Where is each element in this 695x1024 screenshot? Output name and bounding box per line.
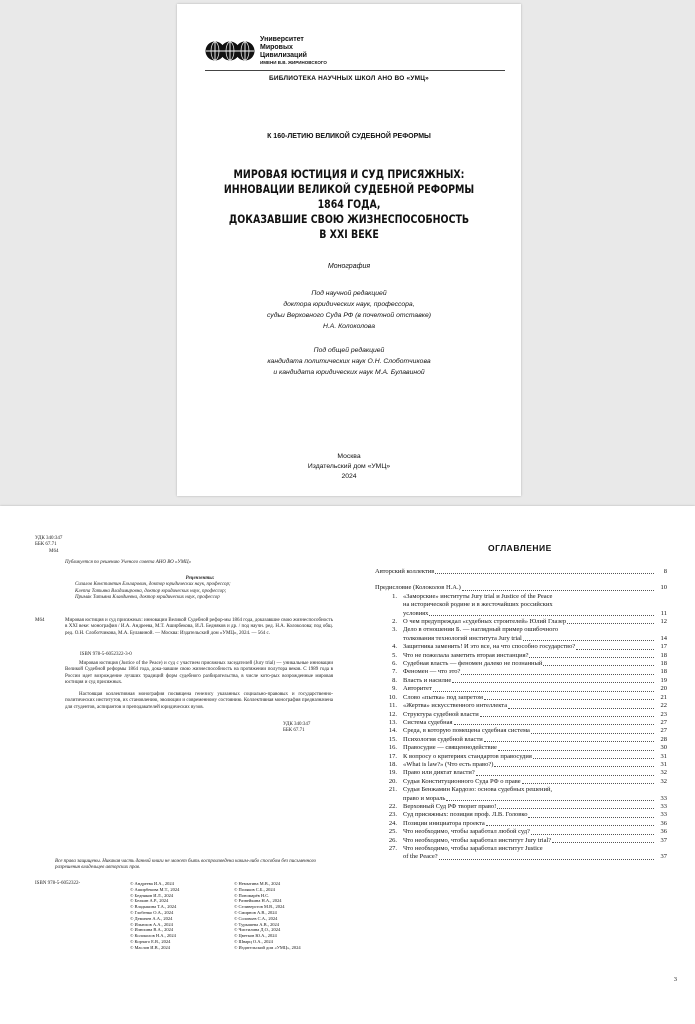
toc-page-number: 27 (660, 727, 667, 735)
leader-dots (528, 811, 654, 817)
toc-item-title[interactable]: Судьи Бенжамин Кардозо: основа судебных решений, (403, 786, 553, 794)
toc-item-title[interactable]: Право или диктат власти? (403, 769, 475, 777)
logo-line: Цивилизаций (260, 52, 307, 59)
general-editors (177, 345, 521, 378)
toc-item-number: 22. (388, 802, 397, 810)
toc-item-number: 7. (392, 668, 397, 676)
toc-item-title[interactable]: Что необходимо, чтобы заработал институт Jury trial? (403, 836, 552, 844)
toc-item-title[interactable]: Что необходимо, чтобы заработал институт Justice (403, 845, 543, 852)
leader-dots (435, 568, 654, 574)
toc-line (375, 727, 667, 735)
scientific-editor (177, 288, 521, 332)
toc-page-number: 10 (660, 584, 667, 592)
udk-block-2 (283, 722, 310, 735)
toc-item-number: 2. (392, 618, 397, 626)
leader-dots (446, 795, 654, 801)
toc-line (375, 694, 667, 702)
toc-item-number: 24. (388, 819, 397, 827)
toc-item-title[interactable]: Правосудие — священнодействие (403, 744, 497, 752)
toc-page-number: 18 (660, 668, 667, 676)
copyright-entry: © Чистилина Д.О., 2024 (234, 927, 281, 933)
bbk: ББК 67.71 (35, 542, 57, 548)
copyright-entry: © Поляков С.Б., 2024 (234, 886, 275, 892)
toc-item-number: 19. (388, 769, 397, 777)
leader-dots (452, 677, 654, 683)
book-spread (0, 506, 695, 1024)
year: 2024 (341, 473, 357, 480)
toc-line (375, 601, 667, 609)
toc-line (375, 828, 667, 836)
toc-page-number: 8 (663, 568, 667, 575)
copyright-entry: © Смирнов А.В., 2024 (234, 909, 277, 915)
udk: УДК 340:347 (35, 536, 63, 541)
toc-line (375, 593, 667, 601)
toc-item-number: 10. (388, 693, 397, 701)
copyright-entry: © Корчаго Е.В., 2024 (130, 938, 171, 944)
toc-item-number: 4. (392, 643, 397, 651)
editor-line: Под общей редакцией (313, 347, 385, 354)
divider (205, 70, 505, 71)
isbn-short: ISBN 978-5-6052322- (35, 881, 81, 886)
toc-item-number: 6. (392, 660, 397, 668)
toc-item-title[interactable]: «Жертва» искусственного интеллекта (403, 702, 508, 710)
abstract: Мировая юстиция (Justice of the Peace) и суд с участием присяжных заседателей (Jury trial) — уникальные инновации Великой Судебной реформы 1864 года, дока-завшие свою жизнеспособность на протяжении полутора веков. С 1989 года в России идет возрождение лучших традиций форм судебного разбирательства, в числе кото-рых возрожденные мировая юстиция и суд присяжных. (65, 661, 333, 685)
abstract: Настоящая коллективная монография посвящена генезису указанных социально-правовых и государственно-политических институтов, их становлению, эволюции и современному состоянию. Коллективная монография предназначена для студентов, аспирантов и преподавателей юридических вузов. (65, 692, 333, 710)
city: Москва (337, 453, 361, 460)
leader-dots (486, 820, 654, 826)
toc-page-number: 11 (660, 609, 667, 617)
toc-item-number: 27. (388, 845, 397, 852)
toc-item-number: 16. (388, 744, 397, 752)
title-line: В XXI ВЕКЕ (319, 227, 379, 241)
leader-dots (508, 702, 654, 708)
copyright-entry: © Демичев А.А., 2024 (130, 915, 173, 921)
page-number: 3 (673, 976, 677, 983)
copyright-entry: © Бедняков И.Л., 2024 (130, 892, 174, 898)
toc-item-number: 8. (392, 676, 397, 684)
title-line: МИРОВАЯ ЮСТИЦИЯ И СУД ПРИСЯЖНЫХ: (233, 167, 465, 181)
toc-line (375, 702, 667, 710)
copyright-entry: © Турышева А.В., 2024 (234, 921, 279, 927)
toc-item-number: 13. (388, 718, 397, 726)
copyright-entry: © Белкин А.Р., 2024 (130, 898, 169, 904)
logo-line: Мировых (260, 44, 293, 51)
toc-page-number: 18 (660, 651, 667, 659)
reviewer: Клеппа Татьяна Владимировна, доктор юридических наук, профессор; (75, 588, 227, 594)
leader-dots (429, 610, 654, 616)
toc-line (375, 837, 667, 845)
copyright-entry: © Пономарёв Н.С. (234, 892, 270, 898)
toc-page-number: 28 (660, 735, 667, 743)
book-title (208, 167, 490, 242)
copyright-entry: © Селиверстов М.В., 2024 (234, 904, 285, 910)
toc-page-number: 12 (660, 618, 667, 626)
council-note: Публикуется по решению Ученого совета АНО ВО «УМЦ» (65, 560, 192, 565)
leader-dots (439, 853, 654, 859)
copyright-entry: © Аширбекова М.Т., 2024 (130, 886, 180, 892)
toc-page-number: 36 (660, 828, 667, 836)
toc-item-title[interactable]: Верховный Суд РФ творит право! (403, 802, 497, 810)
toc-item-title[interactable]: Психология судебной власти (403, 735, 483, 743)
toc-title: ОГЛАВЛЕНИЕ (488, 543, 552, 553)
toc-item-title[interactable]: Феномен — что это? (403, 668, 461, 676)
leader-dots (462, 584, 654, 590)
toc-page-number: 33 (660, 811, 667, 819)
reviewers-heading: Рецензенты: (185, 576, 215, 581)
author-mark-2: М64 (35, 618, 45, 623)
toc-line (375, 711, 667, 719)
toc-item-title[interactable]: Структура судебной власти (403, 710, 479, 718)
title-page (177, 4, 521, 496)
toc-page-number: 21 (660, 693, 667, 701)
toc-item-number: 1. (392, 592, 397, 600)
university-logo (205, 36, 327, 66)
toc-page-number: 27 (660, 718, 667, 726)
leader-dots (576, 643, 654, 649)
copyright-entry: © Владыкина Т.А., 2024 (130, 904, 177, 910)
leader-dots (433, 685, 654, 691)
copyright-entry: © Цветков Ю.А., 2024 (234, 933, 277, 939)
library-series: БИБЛИОТЕКА НАУЧНЫХ ШКОЛ АНО ВО «УМЦ» (269, 75, 429, 82)
leader-dots (484, 694, 654, 700)
logo-wordmark (260, 36, 327, 66)
toc-line (375, 753, 667, 761)
editor-line: и кандидата юридических наук М.А. Булавиной (273, 369, 425, 376)
toc-item-title[interactable]: условиях (403, 609, 429, 617)
toc-page-number: 31 (660, 752, 667, 760)
leader-dots (567, 618, 654, 624)
toc-page-number: 37 (660, 836, 667, 844)
toc-item-number: 11. (389, 702, 397, 710)
toc-item-title[interactable]: Авторитет (403, 685, 432, 693)
toc-line (375, 853, 667, 861)
leader-dots (494, 761, 654, 767)
toc-page-number: 32 (660, 769, 667, 777)
toc-item-title[interactable]: Что не пожелала заметить вторая инстанция? (403, 651, 529, 659)
toc-item-number (375, 601, 403, 609)
toc-item-title[interactable]: Что необходимо, чтобы заработал любой суд? (403, 828, 530, 836)
toc-item-number: 21. (388, 786, 397, 794)
toc-item-title[interactable]: «Заморские» институты Jury trial и Justice of the Peace (403, 592, 553, 600)
reviewer: Сизалов Константин Ельзарович, доктор юридических наук, профессор; (75, 582, 231, 588)
toc-item-number: 26. (388, 836, 397, 844)
globe-logo-icon (205, 36, 255, 66)
toc-line (375, 736, 667, 744)
logo-subtitle: ИМЕНИ В.В. ЖИРИНОВСКОГО (260, 60, 327, 65)
toc-page-number: 23 (660, 710, 667, 718)
toc-line (375, 643, 667, 651)
toc-item-title[interactable]: на исторической родине и в жесточайших российских (403, 601, 553, 609)
toc-line (375, 618, 667, 626)
toc-line (375, 845, 667, 853)
toc-line (375, 584, 667, 592)
toc-line (375, 660, 667, 668)
editor-line: кандидата политических наук О.Н. Слоботчикова (267, 358, 431, 365)
toc-item-title[interactable]: «What is law?» (Что есть право?) (403, 760, 494, 768)
bbk: ББК 67.71 (283, 728, 305, 734)
toc-item-number: 18. (388, 760, 397, 768)
toc-item-title[interactable]: Суд присяжных: позиция проф. Л.В. Головко (403, 811, 528, 819)
toc-item-number: 25. (388, 828, 397, 836)
toc-page-number: 33 (660, 802, 667, 810)
copyright-entry: © Ильюхов А.А., 2024 (130, 921, 173, 927)
copyright-entry: © Шварц О.А., 2024 (234, 938, 273, 944)
toc-line (375, 635, 667, 643)
toc-item-title[interactable]: Позиции инициатора проекта (403, 819, 485, 827)
publication-info (177, 452, 521, 482)
toc-line (375, 677, 667, 685)
publisher: Издательский дом «УМЦ» (307, 463, 391, 470)
toc-item-number: 20. (388, 777, 397, 785)
toc-item-number (375, 610, 403, 618)
genre-label: Монография (327, 263, 371, 270)
leader-dots (543, 660, 654, 666)
toc-line (375, 626, 667, 634)
toc-item-number: 17. (388, 752, 397, 760)
toc-item-title[interactable]: толкования технологий института Jury trial (403, 634, 522, 642)
toc-page-number: 30 (660, 744, 667, 752)
toc-line (375, 568, 667, 576)
title-line: ИННОВАЦИИ ВЕЛИКОЙ СУДЕБНОЙ РЕФОРМЫ (223, 182, 475, 196)
toc-line (375, 685, 667, 693)
toc-item-title[interactable]: право и мораль (403, 794, 446, 802)
leader-dots (476, 769, 654, 775)
leader-dots (533, 753, 654, 759)
toc-line (375, 778, 667, 786)
leader-dots (529, 652, 654, 658)
toc-item-title[interactable]: О чем предупреждал «судебных строителей» Юлий Глазер (403, 618, 567, 626)
toc-item-number (375, 635, 403, 643)
toc-line (375, 811, 667, 819)
copyright-entry: © Колоколов Н.А., 2024 (130, 933, 176, 939)
title-line: ДОКАЗАВШИЕ СВОЮ ЖИЗНЕСПОСОБНОСТЬ (228, 212, 470, 226)
reviewer: Прима̀к Татьяна Клавдиевна, доктор юридических наук, профессор (75, 594, 220, 600)
toc-item-title[interactable]: Дело в отношении Б. — наглядный пример ошибочного (403, 626, 559, 634)
copyright-entry: © Илюхина В.А., 2024 (130, 927, 174, 933)
toc-line (375, 652, 667, 660)
toc-item-number: 3. (392, 626, 397, 634)
author-mark: М64 (49, 548, 59, 554)
toc-item-number: 23. (388, 811, 397, 819)
toc-page-number: 22 (660, 702, 667, 710)
toc-line (375, 761, 667, 769)
leader-dots (498, 744, 654, 750)
leader-dots (531, 828, 654, 834)
leader-dots (497, 803, 654, 809)
toc-item-title[interactable]: К вопросу о критериях стандартов правосудия (403, 752, 532, 760)
toc-item-title[interactable]: Судебная власть — феномен далеко не познанный (403, 660, 543, 668)
udk: УДК 340:347 (283, 722, 311, 727)
toc-item-number (375, 853, 403, 861)
copyright-list (130, 881, 330, 951)
isbn: ISBN 978-5-6052322-3-0 (80, 652, 132, 657)
copyright-entry: © Соловьев С.А., 2024 (234, 915, 278, 921)
leader-dots (522, 778, 654, 784)
toc-line (375, 744, 667, 752)
toc-item-title[interactable]: Система судебная (403, 718, 453, 726)
toc-page-number: 14 (660, 634, 667, 642)
leader-dots (484, 736, 654, 742)
copyright-entry: © Глобенко О.А., 2024 (130, 909, 174, 915)
toc-page-number: 31 (660, 760, 667, 768)
title-line: 1864 ГОДА, (317, 197, 381, 211)
toc-line (375, 786, 667, 794)
leader-dots (480, 711, 654, 717)
spacer (375, 576, 667, 584)
toc-item-number: 14. (388, 727, 397, 735)
leader-dots (552, 837, 654, 843)
copyright-entry: © Маслов И.В., 2024 (130, 944, 171, 950)
table-of-contents (375, 568, 667, 862)
copyright-entry: © Развейкина Н.А., 2024 (234, 898, 282, 904)
rights-notice: Все права защищены. Никакая часть данной книги не может быть воспроизведена каким-либо способом без письменного разрешения владельцев авторских прав. (55, 859, 317, 871)
toc-item-title[interactable]: of the Peace? (403, 853, 438, 861)
toc-item-number: 9. (392, 685, 397, 693)
toc-item-title[interactable]: Судьи Конституционного Суда РФ о праве (403, 777, 521, 785)
toc-item-title[interactable]: Слово «пытка» под запретом (403, 693, 483, 701)
toc-line (375, 610, 667, 618)
toc-item-number: 5. (392, 651, 397, 659)
toc-page-number: 33 (660, 794, 667, 802)
toc-line (375, 795, 667, 803)
toc-page-number: 32 (660, 777, 667, 785)
leader-dots (454, 719, 655, 725)
toc-line (375, 668, 667, 676)
toc-item-title[interactable]: Авторский коллектив (375, 568, 435, 575)
copyright-entry: © Андреева И.А., 2024 (130, 881, 174, 886)
toc-page-number: 17 (660, 643, 667, 651)
toc-page-number: 18 (660, 660, 667, 668)
editor-line: доктора юридических наук, профессора, (283, 301, 415, 308)
logo-line: Университет (260, 36, 304, 43)
toc-line (375, 803, 667, 811)
toc-page-number: 36 (660, 819, 667, 827)
reviewers (75, 576, 325, 601)
toc-item-title[interactable]: Предисловие (Колоколов Н.А.) (375, 584, 461, 592)
editor-line: Под научной редакцией (311, 290, 387, 297)
toc-line (375, 769, 667, 777)
toc-line (375, 719, 667, 727)
leader-dots (531, 727, 654, 733)
editor-line: судьи Верховного Суда РФ (в почетной отставке) (266, 312, 432, 319)
leader-dots (461, 668, 654, 674)
udk-block (35, 536, 62, 555)
toc-page-number: 19 (660, 676, 667, 684)
leader-dots (523, 635, 654, 641)
toc-item-number (375, 795, 403, 803)
toc-item-number: 15. (388, 735, 397, 743)
editor-line: Н.А. Колоколова (323, 323, 375, 330)
toc-line (375, 820, 667, 828)
toc-item-title[interactable]: Власть и насилие (403, 676, 452, 684)
toc-item-number: 12. (388, 710, 397, 718)
toc-page-number: 37 (660, 853, 667, 861)
copyright-entry: © Немытина М.В., 2024 (234, 881, 281, 886)
toc-item-title[interactable]: Среда, в которую помещена судебная система (403, 727, 530, 735)
toc-page-number: 20 (660, 685, 667, 693)
copyright-entry: © Издательский дом «УМЦ», 2024 (234, 944, 301, 950)
toc-item-title[interactable]: Защитника заменить! И это все, на что способно государство? (403, 643, 576, 651)
bibliographic-entry: Мировая юстиция и суд присяжных: инновации Великой Судебной рефор-мы 1864 года, доказавшие свою жизнеспособность в XXI веке: монография / И.А. Андреева, М.Т. Аширбекова, И.Л. Бедняков и др. / под научн. ред. Н.А. Колоколова; под общ. ред. О.Н. Слоботчикова, М.А. Булавиной. — Москва: Издательский дом «УМЦ», 2024. — 564 с. (65, 618, 333, 636)
anniversary-heading: К 160-ЛЕТИЮ ВЕЛИКОЙ СУДЕБНОЙ РЕФОРМЫ (267, 133, 431, 140)
